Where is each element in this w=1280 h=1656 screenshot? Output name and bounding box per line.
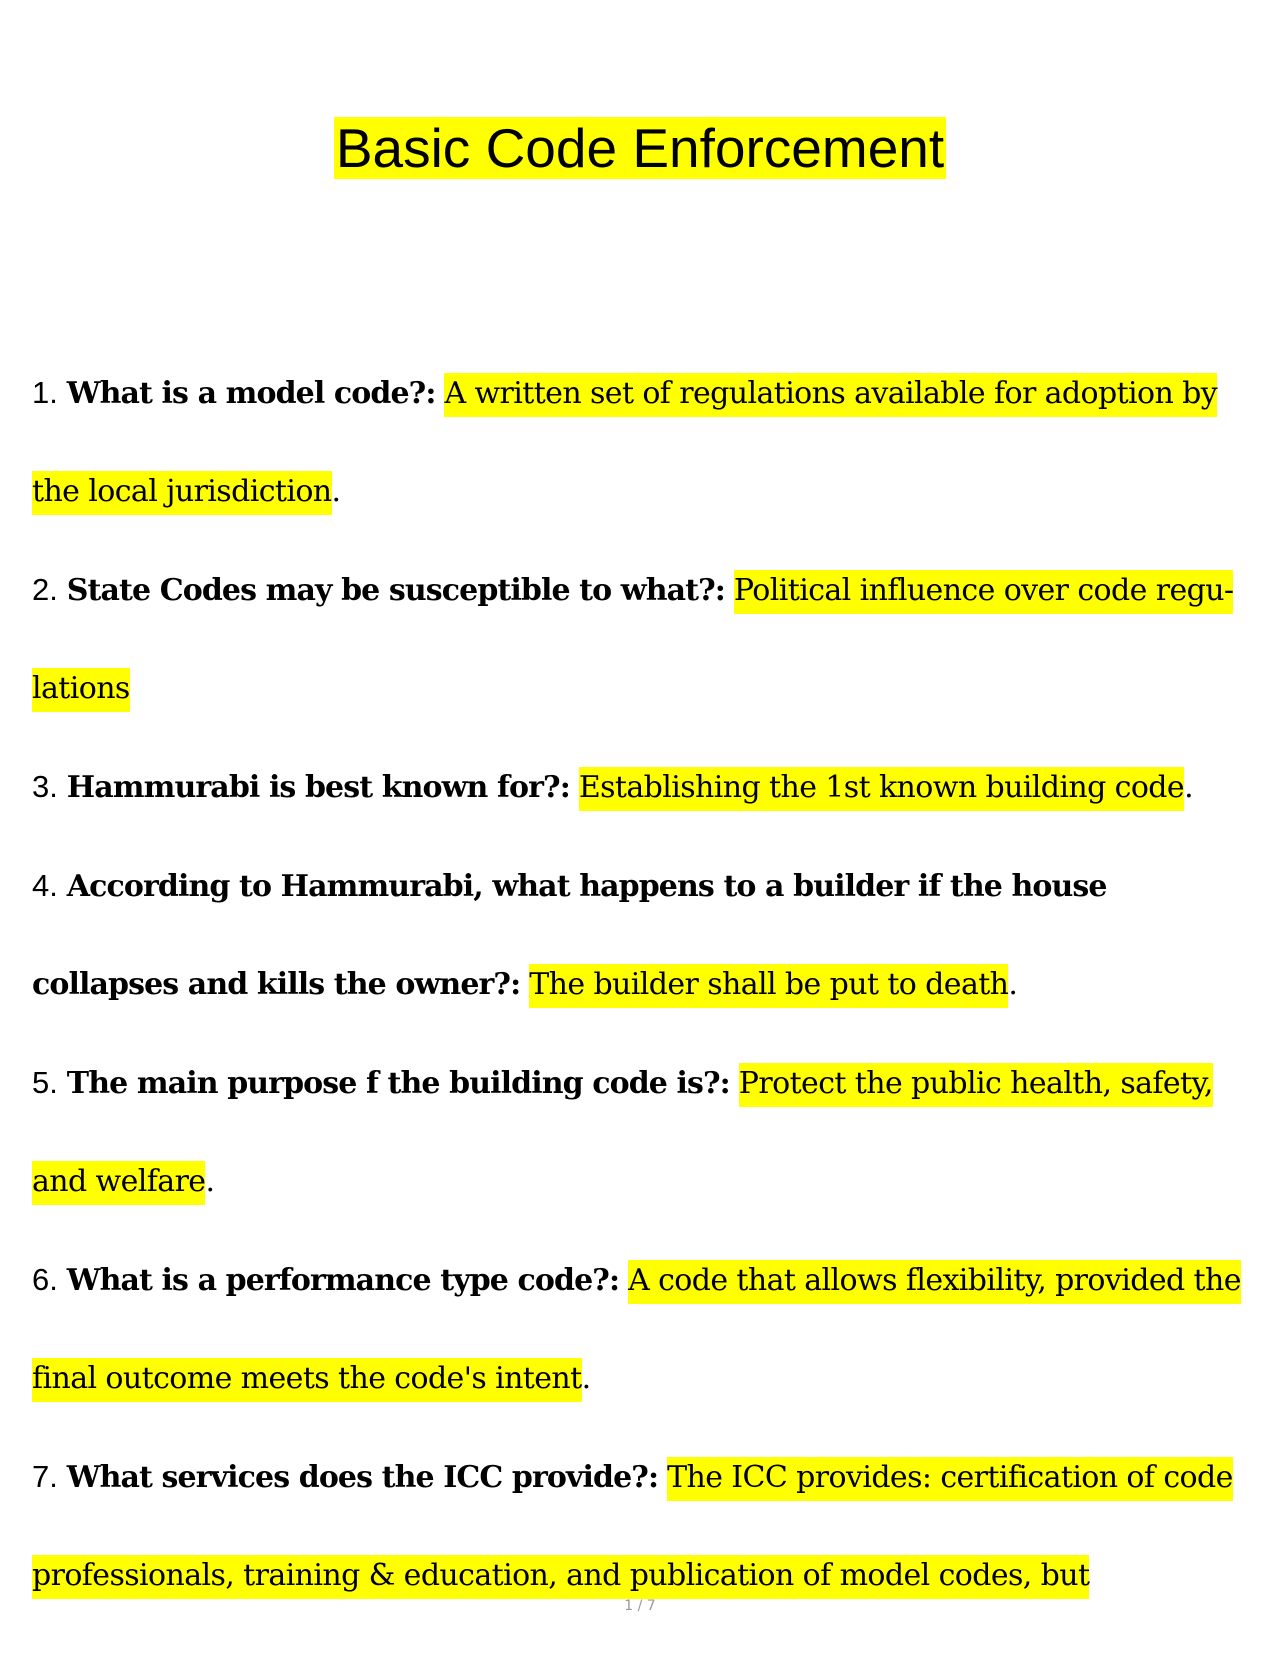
qa-trailing: . <box>581 1361 591 1396</box>
qa-number: 5. <box>32 1065 58 1100</box>
qa-question: The main purpose f the building code is?: <box>66 1066 730 1101</box>
qa-item <box>32 1231 1252 1428</box>
qa-item <box>32 738 1252 837</box>
qa-question: State Codes may be susceptible to what?: <box>66 573 725 608</box>
qa-number: 4. <box>32 868 58 903</box>
qa-question: According to Hammurabi, what happens to a builder if the house collapses and kills the owner?: <box>32 869 1107 1002</box>
qa-number: 3. <box>32 769 58 804</box>
qa-answer-highlighted: A written set of regulations available for adoption by the local jurisdiction <box>32 373 1217 515</box>
qa-item <box>32 344 1252 541</box>
qa-item <box>32 837 1252 1034</box>
qa-trailing: . <box>1184 770 1194 805</box>
qa-trailing: . <box>331 474 341 509</box>
qa-question: Hammurabi is best known for?: <box>66 770 570 805</box>
qa-answer-highlighted: The builder shall be put to death <box>529 964 1008 1008</box>
document-title <box>0 114 1280 182</box>
qa-number: 7. <box>32 1459 58 1494</box>
qa-question: What services does the ICC provide?: <box>66 1460 659 1495</box>
qa-number: 2. <box>32 572 58 607</box>
qa-item <box>32 541 1252 738</box>
page-indicator: 1 / 7 <box>624 1598 656 1614</box>
qa-item <box>32 1034 1252 1231</box>
qa-list <box>32 344 1252 1625</box>
qa-answer-highlighted: The ICC provides: certification of code professionals, training & education, and publication of model codes, but <box>32 1457 1233 1599</box>
qa-item <box>32 1428 1252 1625</box>
qa-number: 1. <box>32 375 58 410</box>
qa-answer-highlighted: Protect the public health, safety, and welfare <box>32 1063 1213 1205</box>
qa-trailing: . <box>205 1164 215 1199</box>
qa-number: 6. <box>32 1262 58 1297</box>
qa-answer-highlighted: Political influence over code regu- lations <box>32 570 1233 712</box>
qa-trailing: . <box>1008 967 1018 1002</box>
qa-answer-highlighted: Establishing the 1st known building code <box>579 767 1184 811</box>
qa-question: What is a performance type code?: <box>66 1263 620 1298</box>
document-title-text: Basic Code Enforcement <box>335 117 945 179</box>
qa-answer-highlighted: A code that allows flexibility, provided the final outcome meets the code's intent <box>32 1260 1241 1402</box>
qa-question: What is a model code?: <box>66 376 436 411</box>
